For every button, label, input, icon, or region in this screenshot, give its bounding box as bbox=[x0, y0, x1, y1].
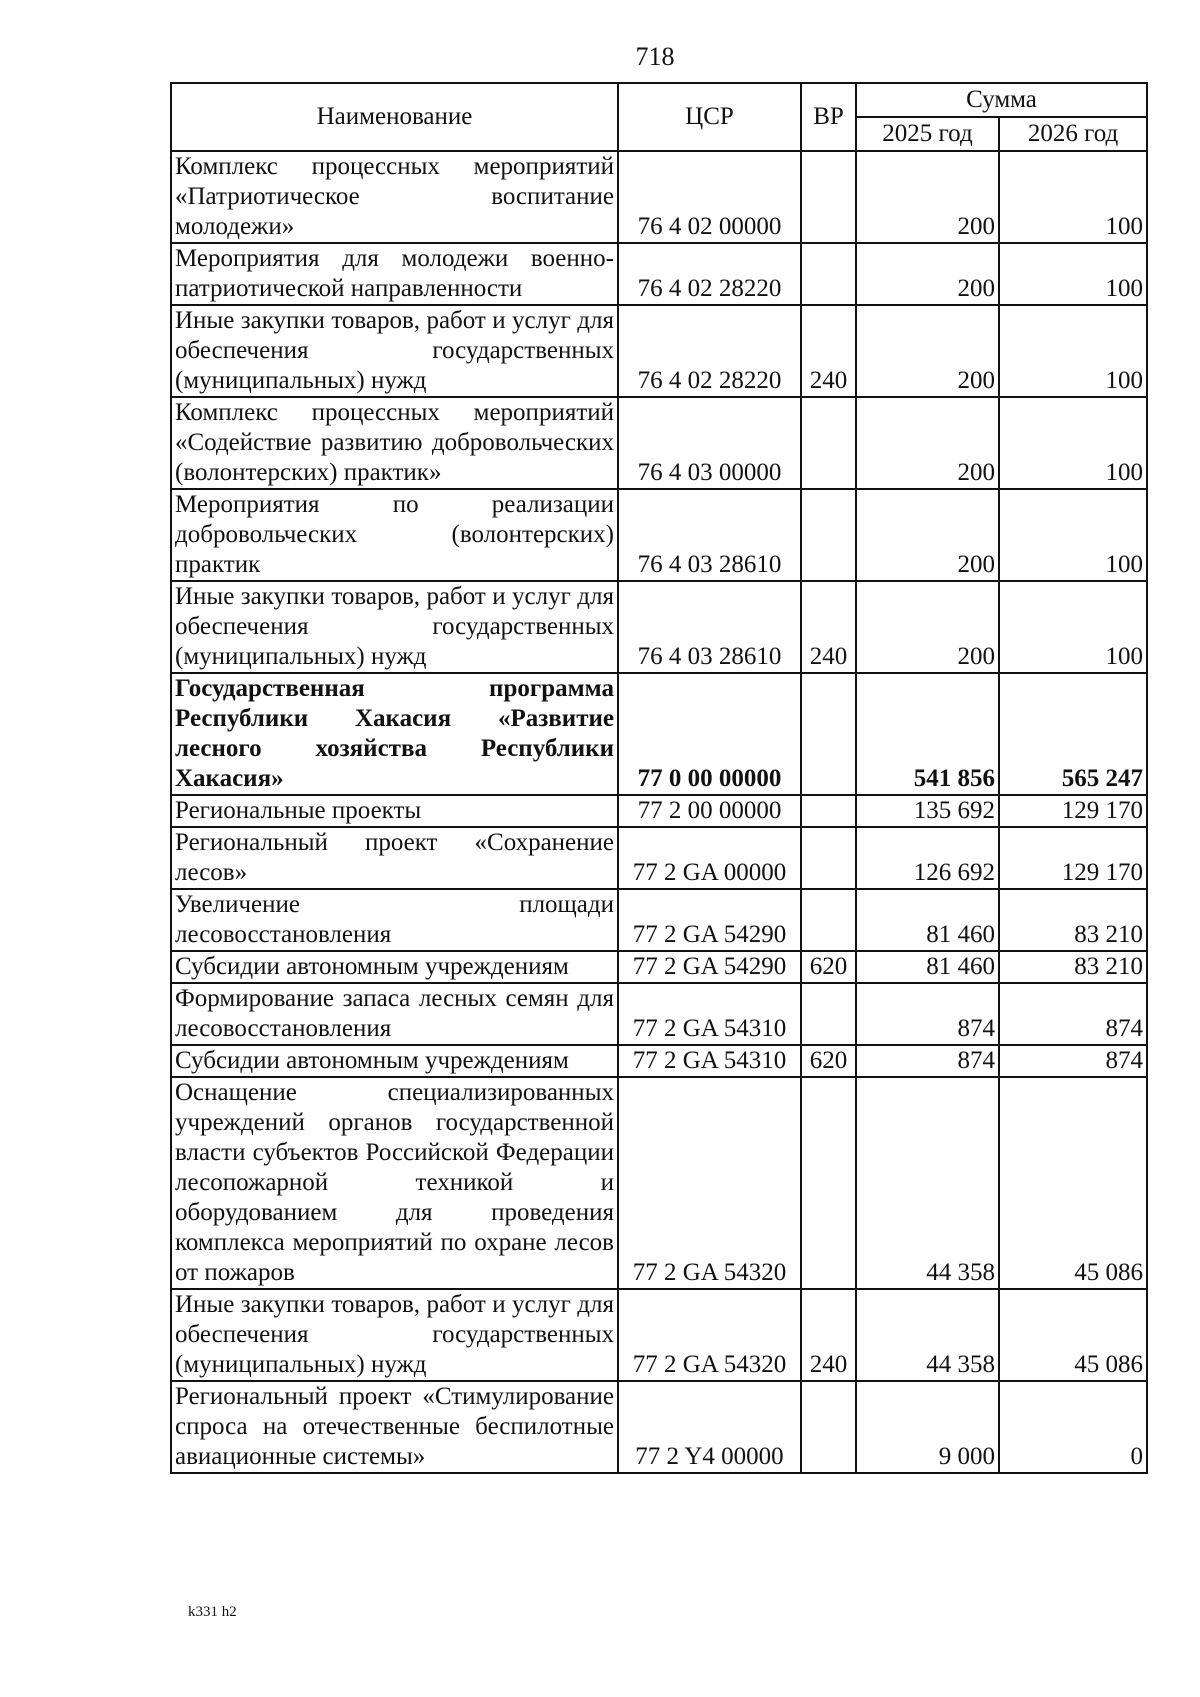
row-name: Региональный проект «Сохранение лесов» bbox=[171, 827, 618, 889]
row-name: Региональный проект «Стимулирование спроса на отечественные беспилотные авиационные системы» bbox=[171, 1381, 618, 1473]
row-sum-2025: 81 460 bbox=[856, 951, 999, 983]
table-row bbox=[171, 151, 1147, 243]
row-name: Увеличение площади лесовосстановления bbox=[171, 889, 618, 951]
row-vr bbox=[801, 1381, 856, 1473]
row-vr: 620 bbox=[801, 1045, 856, 1077]
row-name: Иные закупки товаров, работ и услуг для обеспечения государственных (муниципальных) нужд bbox=[171, 305, 618, 397]
header-csr: ЦСР bbox=[618, 83, 801, 151]
row-vr bbox=[801, 243, 856, 305]
row-sum-2026: 45 086 bbox=[999, 1289, 1147, 1381]
row-sum-2025: 874 bbox=[856, 983, 999, 1045]
row-sum-2025: 200 bbox=[856, 397, 999, 489]
row-csr: 76 4 03 28610 bbox=[618, 489, 801, 581]
header-year-2025: 2025 год bbox=[856, 117, 999, 151]
row-name: Государственная программа Республики Хакасия «Развитие лесного хозяйства Республики Хакасия» bbox=[171, 673, 618, 795]
row-name: Комплекс процессных мероприятий «Содействие развитию добровольческих (волонтерских) практик» bbox=[171, 397, 618, 489]
table-row bbox=[171, 581, 1147, 673]
row-name: Оснащение специализированных учреждений органов государственной власти субъектов Российской Федерации лесопожарной техникой и оборудованием для проведения комплекса мероприятий по охране лесов от пожаров bbox=[171, 1077, 618, 1289]
table-row bbox=[171, 889, 1147, 951]
row-csr: 76 4 02 28220 bbox=[618, 305, 801, 397]
row-vr: 240 bbox=[801, 305, 856, 397]
row-csr: 77 2 GA 54310 bbox=[618, 983, 801, 1045]
table-body bbox=[171, 151, 1147, 1473]
row-sum-2026: 129 170 bbox=[999, 795, 1147, 827]
row-vr: 240 bbox=[801, 581, 856, 673]
row-sum-2026: 100 bbox=[999, 151, 1147, 243]
header-name: Наименование bbox=[171, 83, 618, 151]
row-sum-2025: 9 000 bbox=[856, 1381, 999, 1473]
row-vr bbox=[801, 397, 856, 489]
row-name: Мероприятия по реализации добровольческих (волонтерских) практик bbox=[171, 489, 618, 581]
table-row bbox=[171, 673, 1147, 795]
row-csr: 76 4 02 28220 bbox=[618, 243, 801, 305]
row-csr: 77 2 GA 00000 bbox=[618, 827, 801, 889]
row-name: Формирование запаса лесных семян для лесовосстановления bbox=[171, 983, 618, 1045]
row-vr bbox=[801, 673, 856, 795]
row-vr bbox=[801, 983, 856, 1045]
row-sum-2026: 129 170 bbox=[999, 827, 1147, 889]
header-year-2026: 2026 год bbox=[999, 117, 1147, 151]
row-sum-2026: 45 086 bbox=[999, 1077, 1147, 1289]
row-sum-2026: 0 bbox=[999, 1381, 1147, 1473]
row-sum-2026: 100 bbox=[999, 243, 1147, 305]
row-sum-2025: 126 692 bbox=[856, 827, 999, 889]
row-csr: 77 0 00 00000 bbox=[618, 673, 801, 795]
row-vr bbox=[801, 889, 856, 951]
row-csr: 77 2 GA 54310 bbox=[618, 1045, 801, 1077]
table-row bbox=[171, 1289, 1147, 1381]
row-csr: 76 4 03 00000 bbox=[618, 397, 801, 489]
row-sum-2025: 200 bbox=[856, 305, 999, 397]
table-row bbox=[171, 1045, 1147, 1077]
row-sum-2025: 541 856 bbox=[856, 673, 999, 795]
footer-code: k331 h2 bbox=[188, 1604, 237, 1620]
row-name: Субсидии автономным учреждениям bbox=[171, 951, 618, 983]
row-sum-2025: 200 bbox=[856, 151, 999, 243]
page-number: 718 bbox=[635, 42, 675, 71]
row-vr bbox=[801, 795, 856, 827]
row-name: Иные закупки товаров, работ и услуг для обеспечения государственных (муниципальных) нужд bbox=[171, 581, 618, 673]
row-sum-2026: 565 247 bbox=[999, 673, 1147, 795]
table-row bbox=[171, 795, 1147, 827]
table-row bbox=[171, 1077, 1147, 1289]
row-csr: 77 2 GA 54290 bbox=[618, 951, 801, 983]
row-csr: 77 2 GA 54320 bbox=[618, 1289, 801, 1381]
row-vr: 620 bbox=[801, 951, 856, 983]
row-sum-2025: 874 bbox=[856, 1045, 999, 1077]
table-row bbox=[171, 305, 1147, 397]
header-vr: ВР bbox=[801, 83, 856, 151]
table-row bbox=[171, 983, 1147, 1045]
row-name: Иные закупки товаров, работ и услуг для обеспечения государственных (муниципальных) нужд bbox=[171, 1289, 618, 1381]
row-vr bbox=[801, 151, 856, 243]
row-sum-2025: 200 bbox=[856, 243, 999, 305]
row-sum-2026: 83 210 bbox=[999, 951, 1147, 983]
row-sum-2025: 200 bbox=[856, 581, 999, 673]
row-csr: 77 2 00 00000 bbox=[618, 795, 801, 827]
table-row bbox=[171, 397, 1147, 489]
row-sum-2026: 100 bbox=[999, 397, 1147, 489]
row-vr: 240 bbox=[801, 1289, 856, 1381]
row-csr: 76 4 02 00000 bbox=[618, 151, 801, 243]
row-sum-2025: 44 358 bbox=[856, 1289, 999, 1381]
row-csr: 77 2 Y4 00000 bbox=[618, 1381, 801, 1473]
row-sum-2025: 135 692 bbox=[856, 795, 999, 827]
row-name: Субсидии автономным учреждениям bbox=[171, 1045, 618, 1077]
row-name: Комплекс процессных мероприятий «Патриотическое воспитание молодежи» bbox=[171, 151, 618, 243]
row-sum-2026: 100 bbox=[999, 581, 1147, 673]
row-sum-2026: 100 bbox=[999, 305, 1147, 397]
row-vr bbox=[801, 827, 856, 889]
header-sum: Сумма bbox=[856, 83, 1147, 117]
row-sum-2025: 81 460 bbox=[856, 889, 999, 951]
row-sum-2025: 200 bbox=[856, 489, 999, 581]
row-csr: 77 2 GA 54320 bbox=[618, 1077, 801, 1289]
row-sum-2025: 44 358 bbox=[856, 1077, 999, 1289]
row-sum-2026: 100 bbox=[999, 489, 1147, 581]
budget-table bbox=[170, 82, 1148, 1474]
row-csr: 76 4 03 28610 bbox=[618, 581, 801, 673]
row-vr bbox=[801, 1077, 856, 1289]
row-sum-2026: 874 bbox=[999, 1045, 1147, 1077]
row-sum-2026: 874 bbox=[999, 983, 1147, 1045]
row-name: Региональные проекты bbox=[171, 795, 618, 827]
table-row bbox=[171, 243, 1147, 305]
row-sum-2026: 83 210 bbox=[999, 889, 1147, 951]
row-name: Мероприятия для молодежи военно-патриотической направленности bbox=[171, 243, 618, 305]
table-row bbox=[171, 827, 1147, 889]
table-row bbox=[171, 1381, 1147, 1473]
table-row bbox=[171, 951, 1147, 983]
table-row bbox=[171, 489, 1147, 581]
row-csr: 77 2 GA 54290 bbox=[618, 889, 801, 951]
row-vr bbox=[801, 489, 856, 581]
